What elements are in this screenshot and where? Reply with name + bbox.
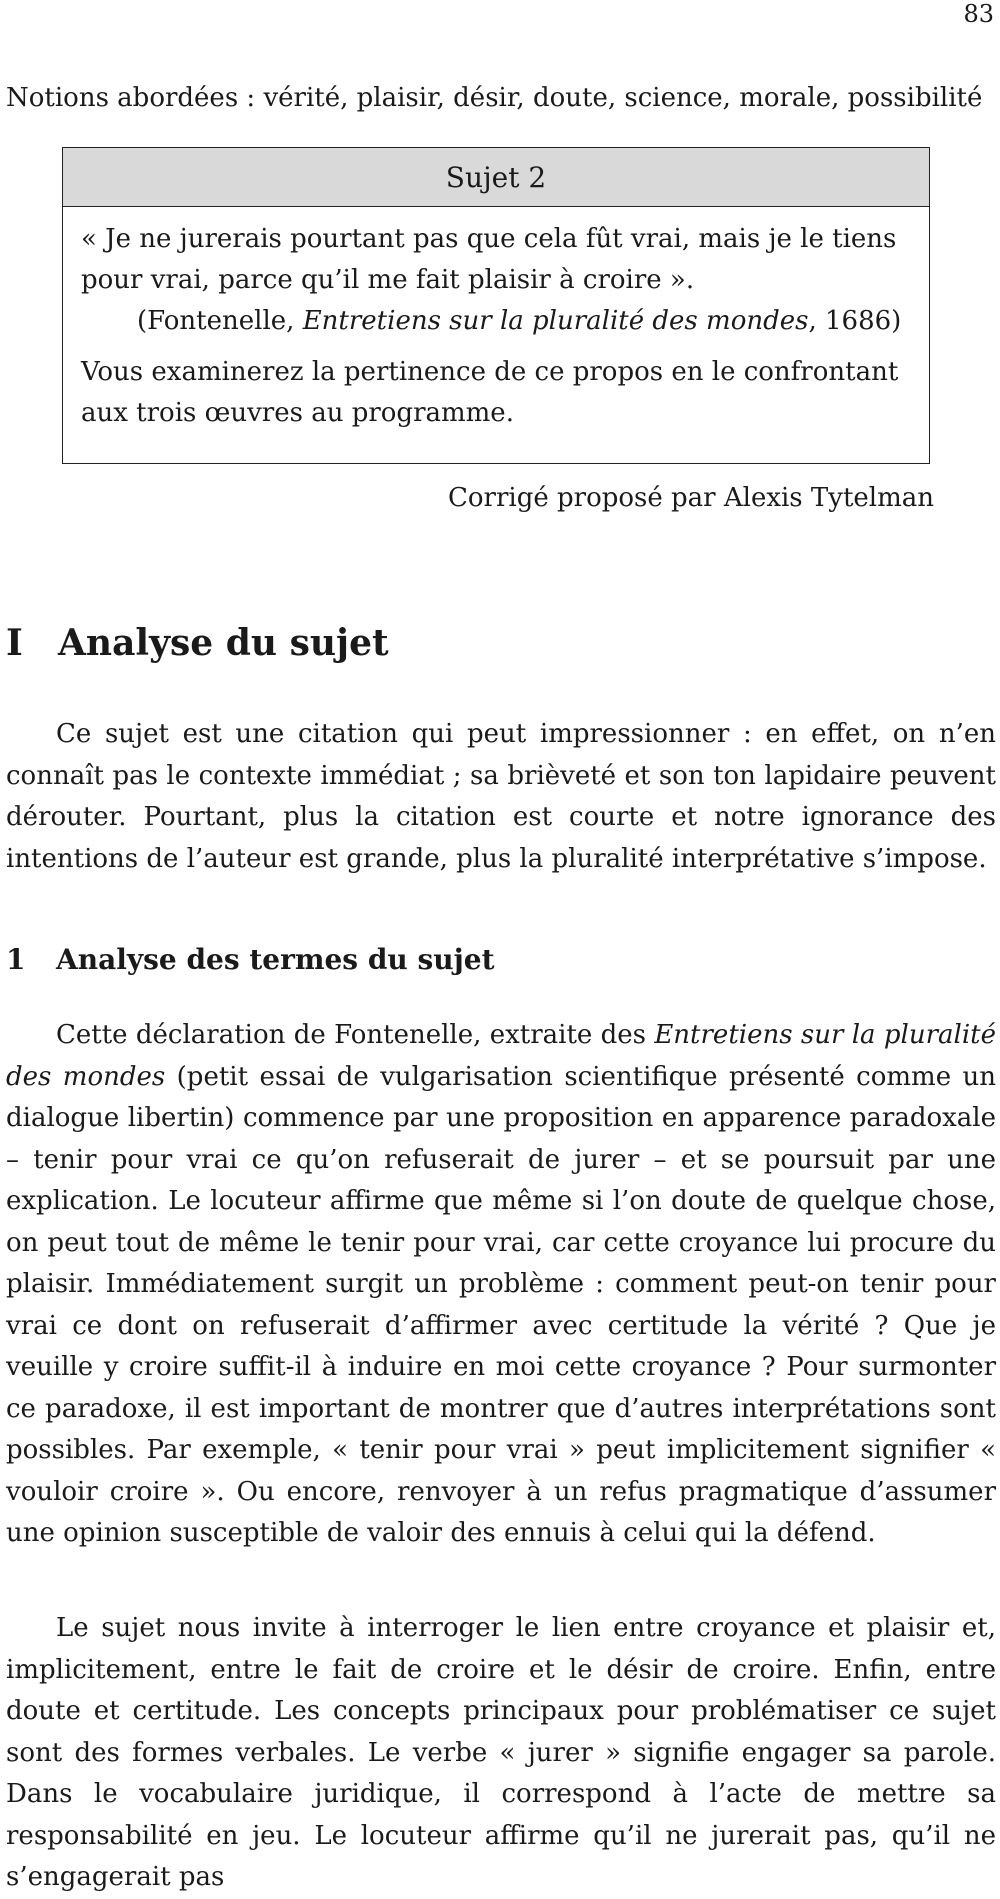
subsection-heading <box>6 940 495 980</box>
sujet-consigne: Vous examinerez la pertinence de ce propos en le confrontant aux trois œuvres au programme. <box>81 357 899 428</box>
ref-close: , 1686) <box>808 306 902 336</box>
sujet-body <box>63 207 929 434</box>
page-number: 83 <box>963 0 994 28</box>
sujet-title: Sujet 2 <box>63 148 929 207</box>
ref-open: (Fontenelle, <box>137 306 303 336</box>
paragraph-concepts: Le sujet nous invite à interroger le lien entre croyance et plaisir et, implicitement, entre le fait de croire et le désir de croire. Enfin, entre doute et certitude. Les concepts principaux pour problématiser ce sujet sont des formes verbales. Le verbe « jurer » signifie engager sa parole. Dans le vocabulaire juridique, il correspond à l’acte de mettre sa responsabilité en jeu. Le locuteur affirme qu’il ne jurerait pas, qu’il ne s’engagerait pas <box>6 1613 996 1892</box>
sujet-quote: « Je ne jurerais pourtant pas que cela fût vrai, mais je le tiens pour vrai, parce qu’il me fait plaisir à croire ». <box>81 224 897 295</box>
ref-work-title: Entretiens sur la pluralité des mondes <box>302 306 809 336</box>
paragraph-analysis-start: Cette déclaration de Fontenelle, extraite des <box>56 1020 655 1050</box>
paragraph-analysis-rest: (petit essai de vulgarisation scientifique présenté comme un dialogue libertin) commence par une proposition en apparence paradoxale – tenir pour vrai ce qu’on refuserait de jurer – et se poursuit par une explication. Le locuteur affirme que même si l’on doute de quelque chose, on peut tout de même le tenir pour vrai, car cette croyance lui procure du plaisir. Immédiatement surgit un problème : comment peut-on tenir pour vrai ce dont on refuserait d’affirmer avec certitude la vérité ? Que je veuille y croire suffit-il à induire en moi cette croyance ? Pour surmonter ce paradoxe, il est important de montrer que d’autres interprétations sont possibles. Par exemple, « tenir pour vrai » peut implicitement signifier « vouloir croire ». Ou encore, renvoyer à un refus pragmatique d’assumer une opinion susceptible de valoir des ennuis à celui qui la défend. <box>6 1061 996 1548</box>
paragraph-analysis <box>6 1015 996 1555</box>
paragraph-analysis-work-title: Entretiens sur la pluralité des mondes <box>6 1020 996 1092</box>
sujet-box <box>62 147 930 464</box>
section-number: I <box>6 622 23 664</box>
subsection-title: Analyse des termes du sujet <box>56 943 495 976</box>
section-heading <box>6 620 389 666</box>
notions-line: Notions abordées : vérité, plaisir, désir, doute, science, morale, possibilité <box>6 83 983 113</box>
corrige-author: Corrigé proposé par Alexis Tytelman <box>447 483 934 513</box>
intro-paragraph: Ce sujet est une citation qui peut impressionner : en effet, on n’en connaît pas le contexte immédiat ; sa brièveté et son ton lapidaire peuvent dérouter. Pourtant, plus la citation est courte et notre ignorance des intentions de l’auteur est grande, plus la pluralité interprétative s’impose. <box>6 719 996 874</box>
sujet-quote-reference <box>81 301 911 342</box>
section-title: Analyse du sujet <box>58 622 389 664</box>
subsection-number: 1 <box>6 943 26 976</box>
